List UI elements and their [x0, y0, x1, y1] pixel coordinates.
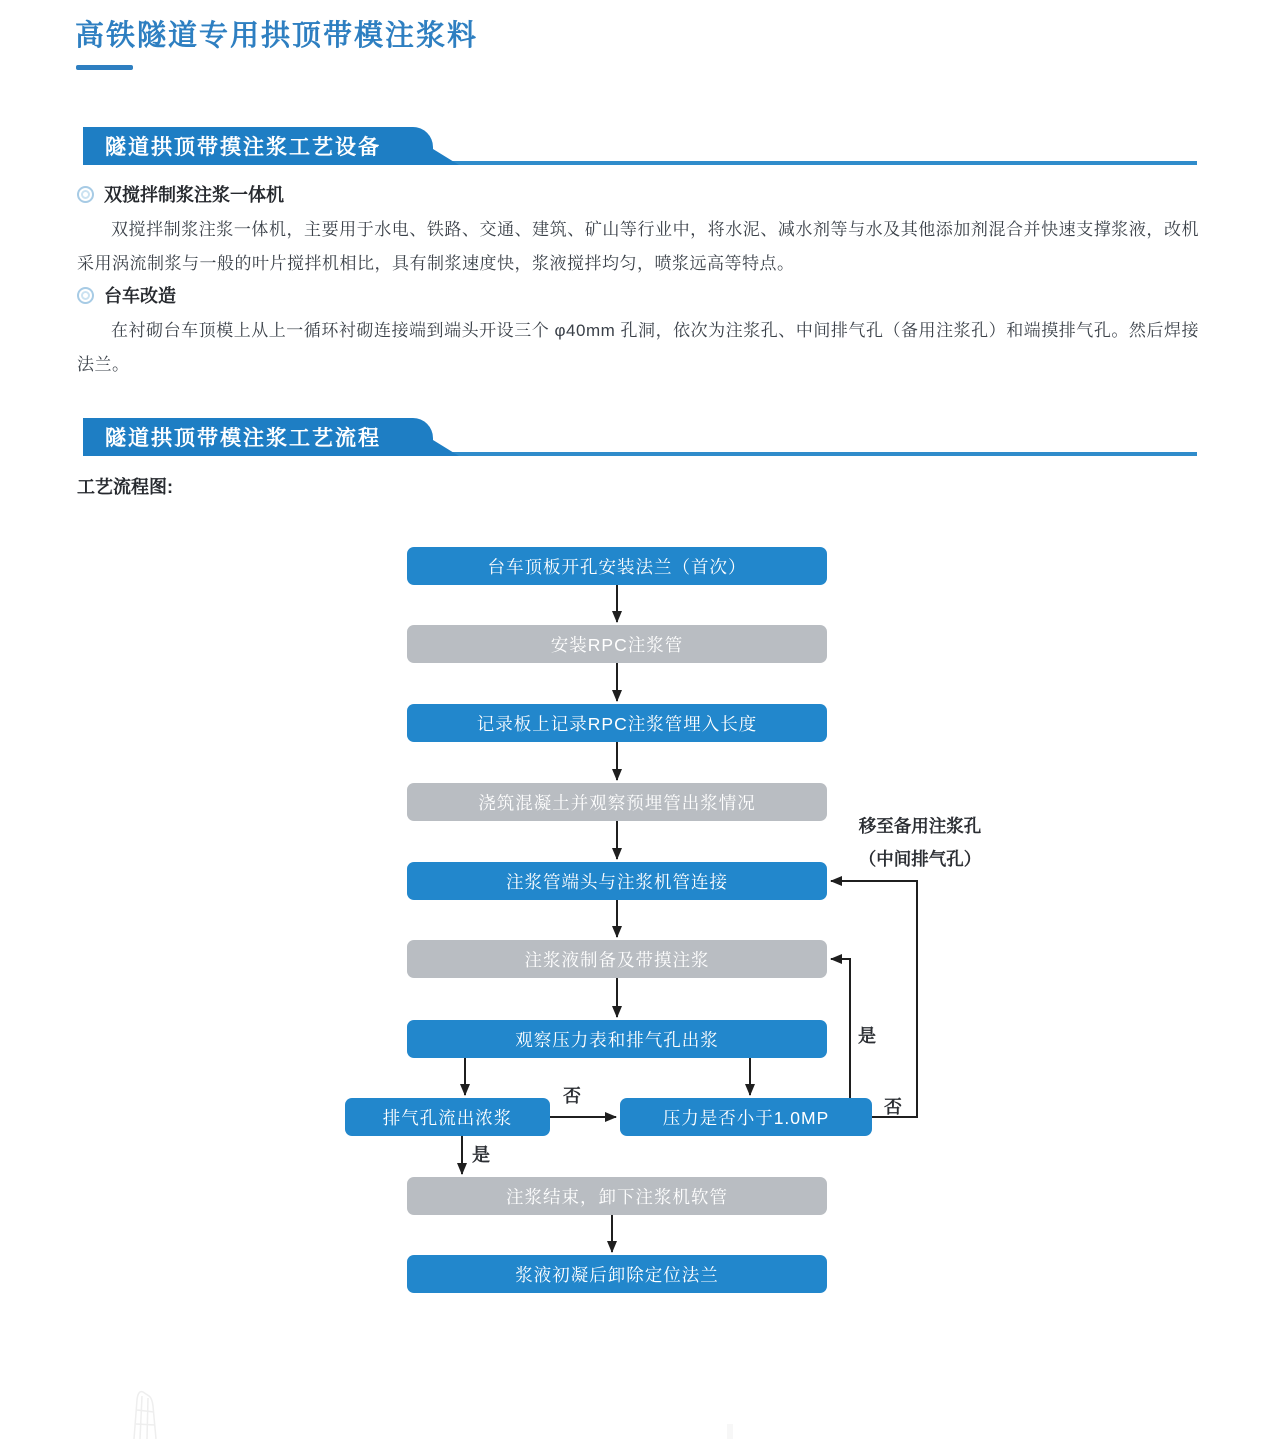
section-equipment-banner-row [83, 127, 1197, 165]
flowchart-caption: 工艺流程图: [77, 477, 173, 497]
flow-step-record-embed-length: 记录板上记录RPC注浆管埋入长度 [407, 704, 827, 742]
title-underline [76, 65, 133, 70]
ring-bullet-icon [77, 186, 94, 203]
section-equipment-banner: 隧道拱顶带摸注浆工艺设备 [83, 127, 433, 165]
flow-step-prepare-slurry-grout: 注浆液制备及带摸注浆 [407, 940, 827, 978]
flow-annotation-backup-hole [840, 810, 1000, 876]
ring-bullet-icon [77, 287, 94, 304]
flow-step-observe-pressure-gauge: 观察压力表和排气孔出浆 [407, 1020, 827, 1058]
watermark-building-icon [112, 1386, 202, 1439]
paragraph-mixer: 双搅拌制浆注浆一体机，主要用于水电、铁路、交通、建筑、矿山等行业中，将水泥、减水剂等与水及其他添加剂混合并快速支撑浆液，改机采用涡流制浆与一般的叶片搅拌机相比，具有制浆速度快，浆液搅拌均匀，喷浆远高等特点。 [77, 220, 1199, 273]
bullet-mixer [77, 181, 284, 207]
branch-label-no: 否 [563, 1086, 581, 1106]
flow-step-finish-remove-hose: 注浆结束，卸下注浆机软管 [407, 1177, 827, 1215]
flow-annotation-line2: （中间排气孔） [858, 849, 982, 869]
branch-label-yes-loop: 是 [858, 1026, 876, 1046]
flow-connector-arrows [0, 530, 1280, 1439]
flow-annotation-line1: 移至备用注浆孔 [858, 816, 982, 836]
flow-step-open-hole-install-flange: 台车顶板开孔安装法兰（首次） [407, 547, 827, 585]
flow-step-remove-positioning-flange: 浆液初凝后卸除定位法兰 [407, 1255, 827, 1293]
flow-step-pour-concrete-observe: 浇筑混凝土并观察预埋管出浆情况 [407, 783, 827, 821]
paragraph-trolley: 在衬砌台车顶模上从上一循环衬砌连接端到端头开设三个 φ40mm 孔洞，依次为注浆孔、中间排气孔（备用注浆孔）和端摸排气孔。然后焊接法兰。 [77, 321, 1199, 374]
process-flowchart [0, 530, 1280, 1439]
flow-step-connect-grouting-machine: 注浆管端头与注浆机管连接 [407, 862, 827, 900]
bullet-mixer-heading: 双搅拌制浆注浆一体机 [104, 185, 284, 205]
section-process-banner-row [83, 418, 1197, 456]
flow-decision-vent-thick-slurry: 排气孔流出浓浆 [345, 1098, 550, 1136]
branch-label-yes: 是 [472, 1145, 490, 1165]
flow-decision-pressure-below-1mp: 压力是否小于1.0MP [620, 1098, 872, 1136]
bullet-trolley-heading: 台车改造 [104, 286, 176, 306]
watermark-mark [727, 1424, 733, 1439]
section-process-banner: 隧道拱顶带模注浆工艺流程 [83, 418, 433, 456]
page-title: 高铁隧道专用拱顶带模注浆料 [75, 20, 479, 52]
flow-step-install-rpc-pipe: 安装RPC注浆管 [407, 625, 827, 663]
bullet-trolley [77, 282, 176, 308]
branch-label-no-loop: 否 [884, 1097, 902, 1117]
